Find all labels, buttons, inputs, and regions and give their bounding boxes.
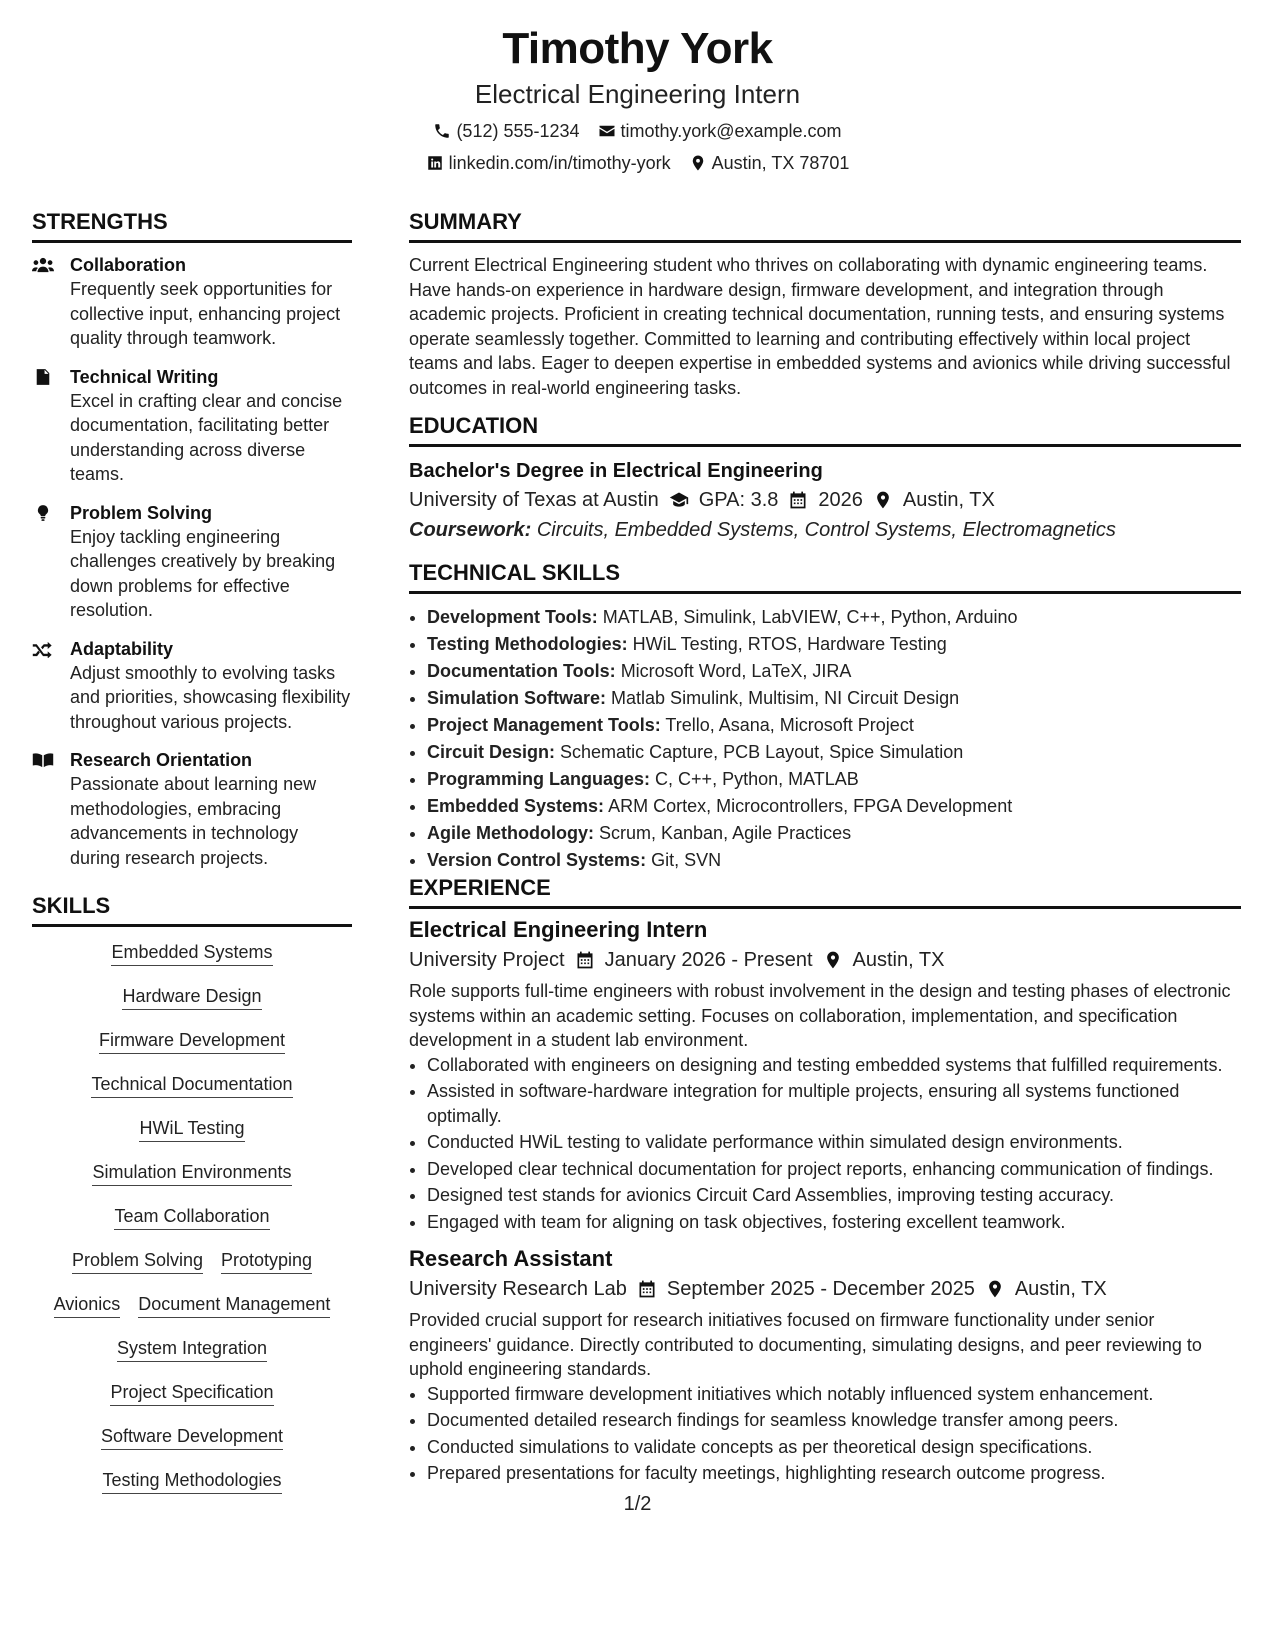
strength-item [32, 748, 352, 870]
strength-description: Passionate about learning new methodologies, embracing advancements in technology during research projects. [70, 774, 317, 868]
job-organization: University Project [409, 949, 565, 971]
summary-heading: SUMMARY [409, 208, 1241, 243]
coursework-label: Coursework: [409, 519, 532, 541]
map-pin-icon [985, 1279, 1005, 1299]
job-entry [409, 915, 1241, 1234]
strength-item [32, 501, 352, 623]
strengths-heading: STRENGTHS [32, 208, 352, 243]
coursework [409, 515, 1241, 545]
users-icon [32, 253, 70, 351]
job-location: Austin, TX [852, 949, 945, 971]
technical-skills-heading: TECHNICAL SKILLS [409, 559, 1241, 594]
degree-title: Bachelor's Degree in Electrical Engineering [409, 460, 823, 482]
list-item: • Conducted simulations to validate concepts as per theoretical design specifications. [427, 1435, 1241, 1460]
strength-description: Excel in crafting clear and concise documentation, facilitating better understanding across diverse teams. [70, 390, 343, 484]
education-meta [409, 485, 1241, 515]
strength-description: Adjust smoothly to evolving tasks and priorities, showcasing flexibility throughout various projects. [70, 662, 351, 732]
list-item: • Engaged with team for aligning on task objectives, fostering excellent teamwork. [427, 1210, 1241, 1235]
experience-heading: EXPERIENCE [409, 874, 1241, 909]
list-item: • Supported firmware development initiatives which notably influenced system enhancement. [427, 1382, 1241, 1407]
skill-chip: Team Collaboration [114, 1205, 269, 1230]
job-location: Austin, TX [1014, 1278, 1107, 1300]
skill-chip: Testing Methodologies [102, 1469, 281, 1494]
linkedin-icon [426, 154, 444, 172]
job-entry [409, 1244, 1241, 1486]
skill-chip: Problem Solving [72, 1249, 203, 1274]
email-contact [598, 120, 842, 142]
document-icon [32, 365, 70, 487]
list-item: • Conducted HWiL testing to validate performance within simulated design environments. [427, 1130, 1241, 1155]
list-item: • Assisted in software-hardware integration for multiple projects, ensuring all systems functioned optimally. [427, 1079, 1241, 1128]
map-pin-icon [823, 950, 843, 970]
candidate-role: Electrical Engineering Intern [474, 79, 801, 109]
linkedin-text[interactable]: linkedin.com/in/timothy-york [448, 153, 671, 173]
candidate-name: Timothy York [502, 24, 773, 73]
strength-title: Technical Writing [70, 366, 219, 387]
strength-description: Frequently seek opportunities for collective input, enhancing project quality through teamwork. [70, 279, 341, 348]
shuffle-icon [32, 637, 70, 735]
strength-title: Problem Solving [70, 502, 213, 523]
graduation-year: 2026 [818, 489, 863, 511]
list-item: • Development Tools: MATLAB, Simulink, LabVIEW, C++, Python, Arduino [427, 604, 1241, 631]
strength-item [32, 637, 352, 735]
skill-chip: System Integration [117, 1337, 267, 1362]
phone-text[interactable]: (512) 555-1234 [456, 121, 580, 141]
job-dates: January 2026 - Present [604, 949, 813, 971]
skill-chip: Software Development [101, 1425, 283, 1450]
list-item: • Agile Methodology: Scrum, Kanban, Agile Practices [427, 820, 1241, 847]
skill-chip: Hardware Design [122, 985, 261, 1010]
skill-chip: Prototyping [221, 1249, 312, 1274]
skill-chip: Avionics [54, 1293, 121, 1318]
skill-chip: Embedded Systems [111, 941, 272, 966]
graduation-cap-icon [669, 490, 689, 510]
skill-chip: Firmware Development [99, 1029, 285, 1054]
page-indicator: 1/2 [623, 1493, 652, 1515]
left-column [32, 208, 352, 1513]
list-item: • Programming Languages: C, C++, Python, MATLAB [427, 766, 1241, 793]
skill-chip: HWiL Testing [139, 1117, 244, 1142]
education-location: Austin, TX [902, 489, 995, 511]
job-meta [409, 945, 1241, 975]
job-title: Electrical Engineering Intern [409, 917, 708, 942]
right-column [409, 208, 1241, 1496]
contact-row-2 [0, 152, 1275, 174]
summary-text: Current Electrical Engineering student who thrives on collaborating with dynamic engineering teams. Have hands-on experience in hardware design, firmware development, and integration through academic projects. Proficient in creating technical documentation, running tests, and ensuring systems operate seamlessly together. Committed to learning and contributing effectively within local project teams and labs. Eager to deepen expertise in embedded systems and avionics while driving successful outcomes in real-world engineering tasks. [409, 255, 1231, 398]
strength-title: Research Orientation [70, 750, 253, 770]
list-item: • Simulation Software: Matlab Simulink, Multisim, NI Circuit Design [427, 685, 1241, 712]
job-title: Research Assistant [409, 1246, 613, 1271]
map-pin-icon [689, 154, 707, 172]
book-icon [32, 748, 70, 870]
strength-title: Adaptability [70, 638, 174, 659]
job-bullets [409, 1382, 1241, 1486]
coursework-list: Circuits, Embedded Systems, Control Systems, Electromagnetics [536, 519, 1116, 541]
strength-description: Enjoy tackling engineering challenges creatively by breaking down problems for effective resolution. [70, 526, 336, 620]
calendar-icon [788, 490, 808, 510]
phone-contact [433, 120, 579, 142]
job-organization: University Research Lab [409, 1278, 627, 1300]
list-item: • Embedded Systems: ARM Cortex, Microcontrollers, FPGA Development [427, 793, 1241, 820]
skill-chip: Project Specification [110, 1381, 273, 1406]
education-heading: EDUCATION [409, 412, 1241, 447]
school-name: University of Texas at Austin [409, 489, 659, 511]
linkedin-contact [426, 152, 671, 174]
list-item: • Testing Methodologies: HWiL Testing, RTOS, Hardware Testing [427, 631, 1241, 658]
list-item: • Documented detailed research findings for seamless knowledge transfer among peers. [427, 1408, 1241, 1433]
map-pin-icon [873, 490, 893, 510]
calendar-icon [575, 950, 595, 970]
location-text: Austin, TX 78701 [711, 153, 850, 173]
job-dates: September 2025 - December 2025 [666, 1278, 975, 1300]
strength-item [32, 365, 352, 487]
list-item: • Circuit Design: Schematic Capture, PCB Layout, Spice Simulation [427, 739, 1241, 766]
envelope-icon [598, 122, 616, 140]
list-item: • Developed clear technical documentation for project reports, enhancing communication of findings. [427, 1157, 1241, 1182]
skill-chip: Simulation Environments [92, 1161, 291, 1186]
list-item: • Project Management Tools: Trello, Asana, Microsoft Project [427, 712, 1241, 739]
skills-list [32, 941, 352, 1494]
list-item: • Prepared presentations for faculty meetings, highlighting research outcome progress. [427, 1461, 1241, 1486]
skill-chip: Document Management [138, 1293, 330, 1318]
resume-header [0, 20, 1275, 174]
contact-row-1 [0, 120, 1275, 142]
calendar-icon [637, 1279, 657, 1299]
skills-heading: SKILLS [32, 892, 352, 927]
strength-item [32, 253, 352, 351]
gpa-value: GPA: 3.8 [698, 489, 779, 511]
list-item: • Documentation Tools: Microsoft Word, LaTeX, JIRA [427, 658, 1241, 685]
technical-skills-list [409, 604, 1241, 874]
list-item: • Version Control Systems: Git, SVN [427, 847, 1241, 874]
list-item: • Designed test stands for avionics Circuit Card Assemblies, improving testing accuracy. [427, 1183, 1241, 1208]
job-description: Provided crucial support for research initiatives focused on firmware functionality under senior engineers' guidance. Directly contributed to documenting, simulating designs, and peer reviewing to uphold engineering standards. [409, 1310, 1202, 1379]
job-description: Role supports full-time engineers with robust involvement in the design and testing phases of electronic systems within an academic setting. Focuses on collaboration, implementation, and specification development in a student lab environment. [409, 981, 1231, 1050]
email-text[interactable]: timothy.york@example.com [620, 121, 842, 141]
skill-chip: Technical Documentation [91, 1073, 292, 1098]
list-item: • Collaborated with engineers on designing and testing embedded systems that fulfilled requirements. [427, 1053, 1241, 1078]
lightbulb-icon [32, 501, 70, 623]
location-contact [689, 152, 850, 174]
strength-title: Collaboration [70, 255, 186, 275]
phone-icon [433, 122, 451, 140]
job-bullets [409, 1053, 1241, 1235]
job-meta [409, 1274, 1241, 1304]
